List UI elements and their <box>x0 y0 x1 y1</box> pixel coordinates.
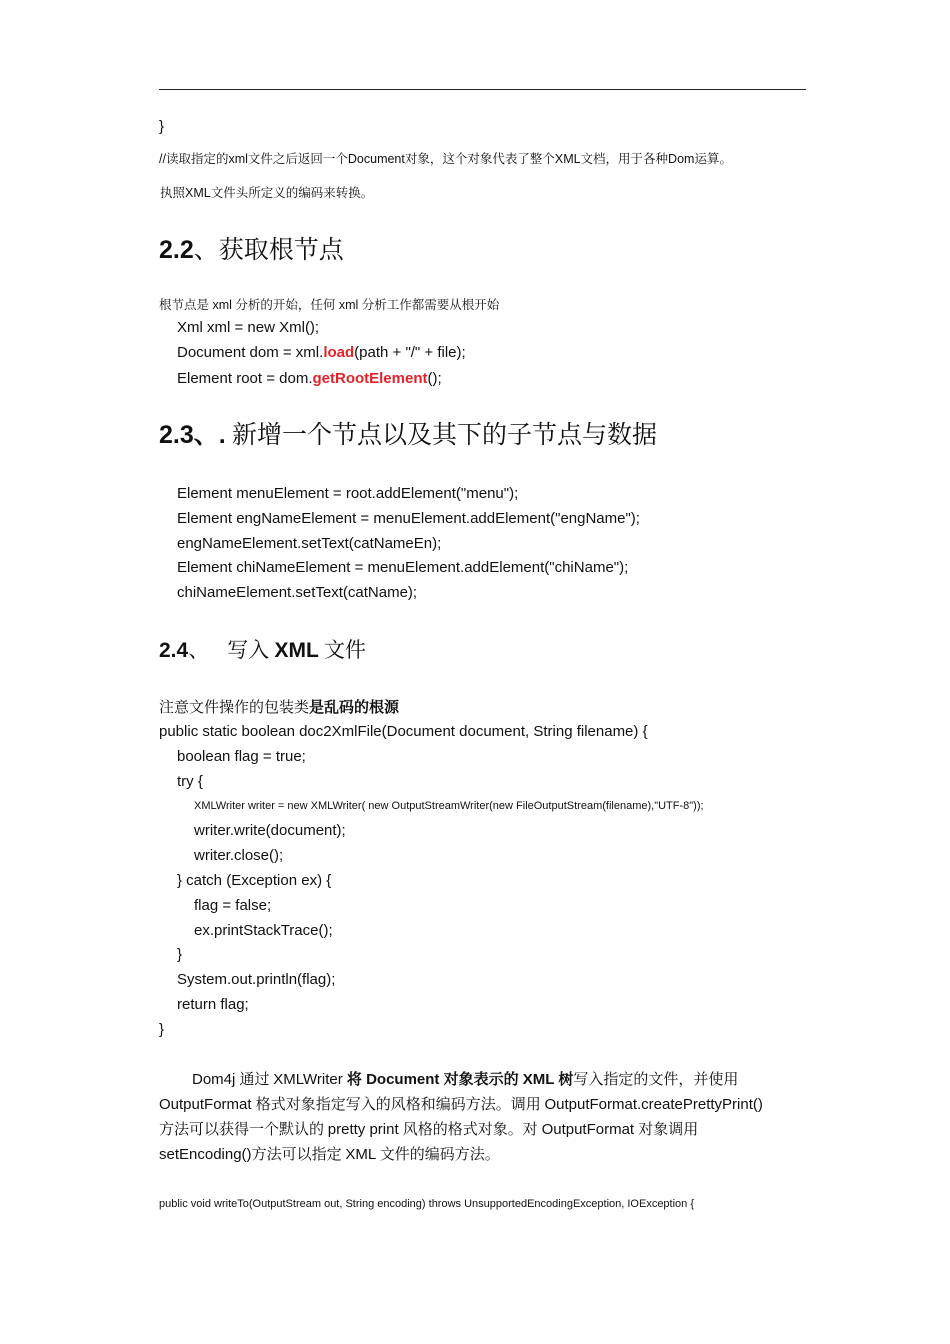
text: XMLWriter <box>273 1071 347 1088</box>
code-2-3-line-3: engNameElement.setText(catNameEn); <box>177 535 442 552</box>
code-text: Document dom = xml. <box>177 344 324 361</box>
heading-2-3-text: 新增一个节点以及其下的子节点与数据 <box>225 422 657 449</box>
heading-2-4-text-b: XML <box>274 639 319 662</box>
text: 写入指定的文件，并使用 <box>573 1072 739 1088</box>
text: 方法可以指定 <box>251 1147 346 1163</box>
comment-line-1: //读取指定的xml文件之后返回一个Document对象，这个对象代表了整个XML文档，用于各种Dom运算。 <box>159 152 732 166</box>
heading-2-4-number: 2.4 <box>159 639 189 662</box>
paragraph-2-4 <box>159 699 399 717</box>
text: XML <box>345 1146 380 1163</box>
text: pretty print <box>327 1121 403 1138</box>
heading-2-3-number: 2.3、. <box>159 421 226 449</box>
code-2-2-line-1: Xml xml = new Xml(); <box>177 319 320 336</box>
code-2-4-line-13: } <box>159 1021 165 1038</box>
heading-2-3 <box>159 420 657 451</box>
header-rule <box>159 89 806 90</box>
text: 将 <box>346 1071 367 1088</box>
code-text: (); <box>427 370 442 387</box>
paragraph-line-3 <box>159 1121 698 1139</box>
code-2-3-line-2: Element engNameElement = menuElement.addElement("engName"); <box>177 510 640 527</box>
text: 格式对象指定写入的风格和编码方法。调用 <box>255 1097 545 1113</box>
text: OutputFormat <box>159 1096 256 1113</box>
code-last-line: public void writeTo(OutputStream out, String encoding) throws UnsupportedEncodingException, IOException { <box>159 1198 695 1210</box>
code-2-4-line-7: } catch (Exception ex) { <box>177 872 332 889</box>
text: Document <box>366 1071 444 1088</box>
highlight-getrootelement: getRootElement <box>312 370 428 387</box>
heading-2-4 <box>159 638 366 663</box>
code-text: (path + "/" + file); <box>354 344 466 361</box>
paragraph-line-2 <box>159 1096 763 1114</box>
code-2-3-line-4: Element chiNameElement = menuElement.addElement("chiName"); <box>177 559 629 576</box>
code-2-4-line-9: ex.printStackTrace(); <box>194 922 333 939</box>
code-2-2-line-3 <box>177 370 442 388</box>
code-2-4-line-5: writer.write(document); <box>194 822 346 839</box>
text: OutputFormat.createPrettyPrint() <box>544 1096 763 1113</box>
text: 对象表示的 <box>443 1071 523 1088</box>
text: Dom4j <box>192 1071 240 1088</box>
code-2-4-line-8: flag = false; <box>194 897 272 914</box>
code-2-4-line-12: return flag; <box>177 996 249 1013</box>
heading-2-4-sep: 、 <box>188 638 210 662</box>
text: 通过 <box>239 1072 274 1088</box>
code-2-4-line-2: boolean flag = true; <box>177 748 306 765</box>
code-2-4-line-1: public static boolean doc2XmlFile(Document document, String filename) { <box>159 723 648 740</box>
code-2-3-line-1: Element menuElement = root.addElement("menu"); <box>177 485 519 502</box>
text: 树 <box>558 1071 574 1088</box>
heading-2-4-text-a: 写入 <box>227 638 275 662</box>
heading-2-2-number: 2.2 <box>159 236 194 264</box>
code-2-4-line-6: writer.close(); <box>194 847 284 864</box>
comment-line-2: 执照XML文件头所定义的编码来转换。 <box>160 186 374 200</box>
code-2-2-line-2 <box>177 344 466 362</box>
paragraph-2-4-text: 注意文件操作的包装类 <box>159 700 310 716</box>
text: OutputFormat <box>541 1121 639 1138</box>
code-2-4-line-3: try { <box>177 773 203 790</box>
code-2-3-line-5: chiNameElement.setText(catName); <box>177 584 418 601</box>
heading-2-2 <box>159 235 344 266</box>
code-2-4-line-11: System.out.println(flag); <box>177 971 336 988</box>
heading-2-2-text: 、获取根节点 <box>193 237 344 264</box>
text: XML <box>522 1071 559 1088</box>
paragraph-line-4 <box>159 1146 500 1164</box>
text: 文件的编码方法。 <box>379 1147 500 1163</box>
heading-2-4-text-c: 文件 <box>318 638 367 662</box>
code-2-4-line-4: XMLWriter writer = new XMLWriter( new OutputStreamWriter(new FileOutputStream(filename),"UTF-8")); <box>194 800 704 812</box>
text: 方法可以获得一个默认的 <box>159 1122 328 1138</box>
paragraph-2-2: 根节点是 xml 分析的开始，任何 xml 分析工作都需要从根开始 <box>159 298 500 312</box>
code-brace-close: } <box>159 118 165 135</box>
text: setEncoding() <box>159 1146 252 1163</box>
code-2-4-line-10: } <box>177 946 183 963</box>
code-text: Element root = dom. <box>177 370 313 387</box>
highlight-load: load <box>323 344 355 361</box>
text: 对象调用 <box>638 1122 699 1138</box>
text: 风格的格式对象。对 <box>402 1122 542 1138</box>
paragraph-2-4-bold: 是乱码的根源 <box>309 699 400 716</box>
paragraph-line-1 <box>192 1071 738 1089</box>
